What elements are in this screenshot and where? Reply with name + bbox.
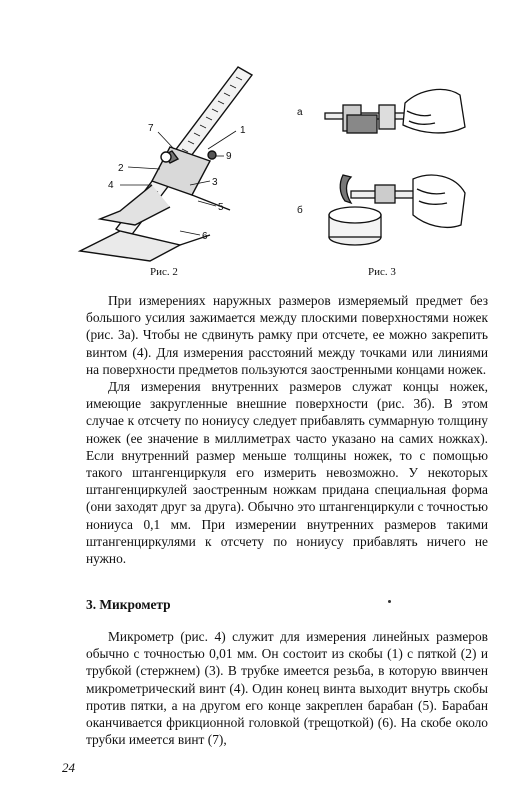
fig3-label-b: б	[297, 205, 303, 216]
figure-2-caliper	[60, 55, 290, 270]
stray-mark	[388, 600, 391, 603]
paragraph-micrometer: Микрометр (рис. 4) служит для измерения линейных размеров обычно с точностью 0,01 мм. Он состоит из скобы (1) с пяткой (2) и трубкой (стержнем) (3). В трубке имеется резьба, в которую ввинчен микрометрический винт (4). Один конец винта выходит внутрь скобы против пятки, а на другом его конце закреплен барабан (5). Барабан оканчивается фрикционной головкой (трещоткой) (6). На скобе около трубки имеется винт (7),	[86, 629, 488, 748]
fig3-label-a: а	[297, 107, 303, 118]
fig2-label-2: 2	[118, 163, 124, 174]
measurement-drawing	[295, 75, 470, 260]
caliper-drawing	[60, 55, 290, 270]
fig2-label-6: 6	[202, 231, 208, 242]
paragraph-inner-measurement: Для измерения внутренних размеров служат концы ножек, имеющие закругленные внешние поверхности (рис. 3б). В этом случае к отсчету по нониусу следует прибавлять суммарную толщину ножек (ее значение в миллиметрах часто указано на самих ножках). Если внутренний размер меньше толщины ножек, то с помощью такого штангенциркуля его измерить невозможно. У некоторых штангенциркулей заостренным ножкам придана специальная форма (они заходят друг за друга). Обычно это штангенциркули с точностью нониуса 0,1 мм. При измерении внутренних размеров такими штангенциркулями к отсчету по нониусу прибавлять ничего не нужно.	[86, 379, 488, 567]
panel-a-outer-measurement	[325, 89, 465, 133]
section-heading: 3. Микрометр	[86, 597, 171, 612]
fig2-label-4: 4	[108, 180, 114, 191]
fig2-label-1: 1	[240, 125, 246, 136]
figure-3-caption: Рис. 3	[368, 266, 396, 278]
page-number: 24	[62, 760, 75, 775]
fig2-label-5: 5	[218, 202, 224, 213]
fig2-label-7: 7	[148, 123, 154, 134]
figure-2-caption: Рис. 2	[150, 266, 178, 278]
body-text-top	[86, 292, 488, 567]
paragraph-outer-measurement: При измерениях наружных размеров измеряемый предмет без большого усилия зажимается между плоскими поверхностями ножек (рис. 3а). Чтобы не сдвинуть рамку при отсчете, ее можно закрепить винтом (4). Для измерения расстояний между точками или линиями на поверхности предметов пользуются заостренными концами ножек.	[86, 293, 488, 377]
panel-b-inner-measurement	[329, 175, 465, 245]
body-text-bottom	[86, 628, 488, 748]
figure-3-measurement	[295, 75, 470, 260]
fig2-label-3: 3	[212, 177, 218, 188]
fig2-label-9: 9	[226, 151, 232, 162]
